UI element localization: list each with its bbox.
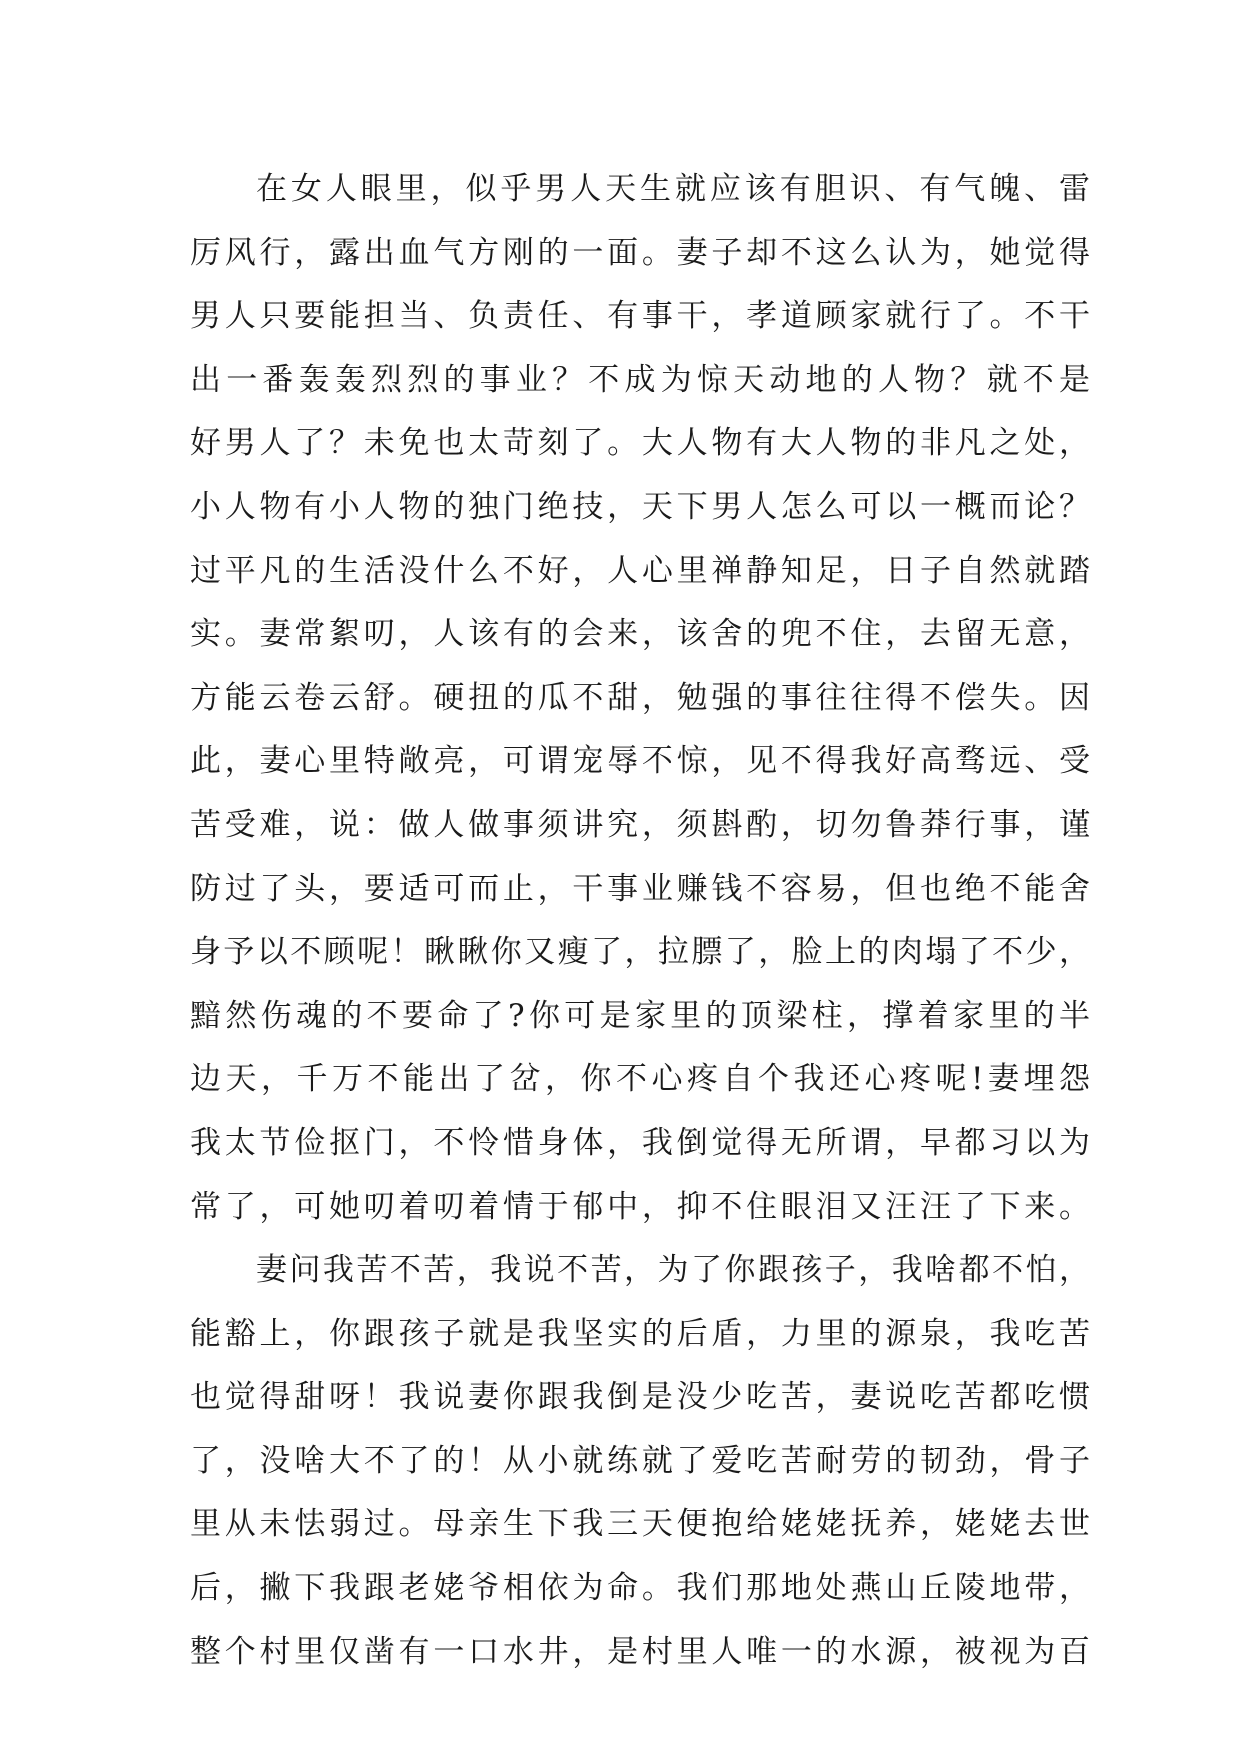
text-line: 苦受难，说：做人做事须讲究，须斟酌，切勿鲁莽行事，谨 xyxy=(190,806,1090,843)
text-line: 妻问我苦不苦，我说不苦，为了你跟孩子，我啥都不怕， xyxy=(256,1252,1090,1289)
text-line: 里从未怯弱过。母亲生下我三天便抱给姥姥抚养，姥姥去世 xyxy=(190,1506,1090,1543)
text-line: 在女人眼里，似乎男人天生就应该有胆识、有气魄、雷 xyxy=(256,171,1090,207)
text-line: 我太节俭抠门，不怜惜身体，我倒觉得无所谓，早都习以为 xyxy=(190,1124,1090,1161)
paragraph-2 xyxy=(190,1239,1090,1684)
text-line: 男人只要能担当、负责任、有事干，孝道顾家就行了。不干 xyxy=(190,298,1090,335)
body-text xyxy=(190,158,1090,1684)
text-line: 此，妻心里特敞亮，可谓宠辱不惊，见不得我好高骛远、受 xyxy=(190,743,1090,780)
text-line: 过平凡的生活没什么不好，人心里禅静知足，日子自然就踏 xyxy=(190,552,1090,589)
text-line: 小人物有小人物的独门绝技，天下男人怎么可以一概而论？ xyxy=(190,488,1090,525)
text-line: 后，撇下我跟老姥爷相依为命。我们那地处燕山丘陵地带， xyxy=(190,1570,1090,1607)
text-line: 边天，千万不能出了岔，你不心疼自个我还心疼呢!妻埋怨 xyxy=(190,1061,1090,1098)
text-line: 厉风行，露出血气方刚的一面。妻子却不这么认为，她觉得 xyxy=(190,234,1090,271)
text-line: 常了，可她叨着叨着情于郁中，抑不住眼泪又汪汪了下来。 xyxy=(190,1188,1090,1225)
text-line: 黯然伤魂的不要命了?你可是家里的顶梁柱，撑着家里的半 xyxy=(190,997,1090,1034)
paragraph-1 xyxy=(190,158,1090,1239)
text-line: 了，没啥大不了的！从小就练就了爱吃苦耐劳的韧劲，骨子 xyxy=(190,1442,1090,1479)
text-line: 身予以不顾呢！瞅瞅你又瘦了，拉膘了，脸上的肉塌了不少， xyxy=(190,934,1090,971)
text-line: 能豁上，你跟孩子就是我坚实的后盾，力里的源泉，我吃苦 xyxy=(190,1315,1090,1352)
text-line: 防过了头，要适可而止，干事业赚钱不容易，但也绝不能舍 xyxy=(190,870,1090,907)
text-line: 整个村里仅凿有一口水井，是村里人唯一的水源，被视为百 xyxy=(190,1633,1090,1670)
text-line: 出一番轰轰烈烈的事业？不成为惊天动地的人物？就不是 xyxy=(190,361,1090,398)
text-line: 方能云卷云舒。硬扭的瓜不甜，勉强的事往往得不偿失。因 xyxy=(190,679,1090,716)
text-line: 也觉得甜呀！我说妻你跟我倒是没少吃苦，妻说吃苦都吃惯 xyxy=(190,1379,1090,1416)
text-line: 好男人了？未免也太苛刻了。大人物有大人物的非凡之处， xyxy=(190,425,1090,462)
text-line: 实。妻常絮叨，人该有的会来，该舍的兜不住，去留无意， xyxy=(190,616,1090,653)
